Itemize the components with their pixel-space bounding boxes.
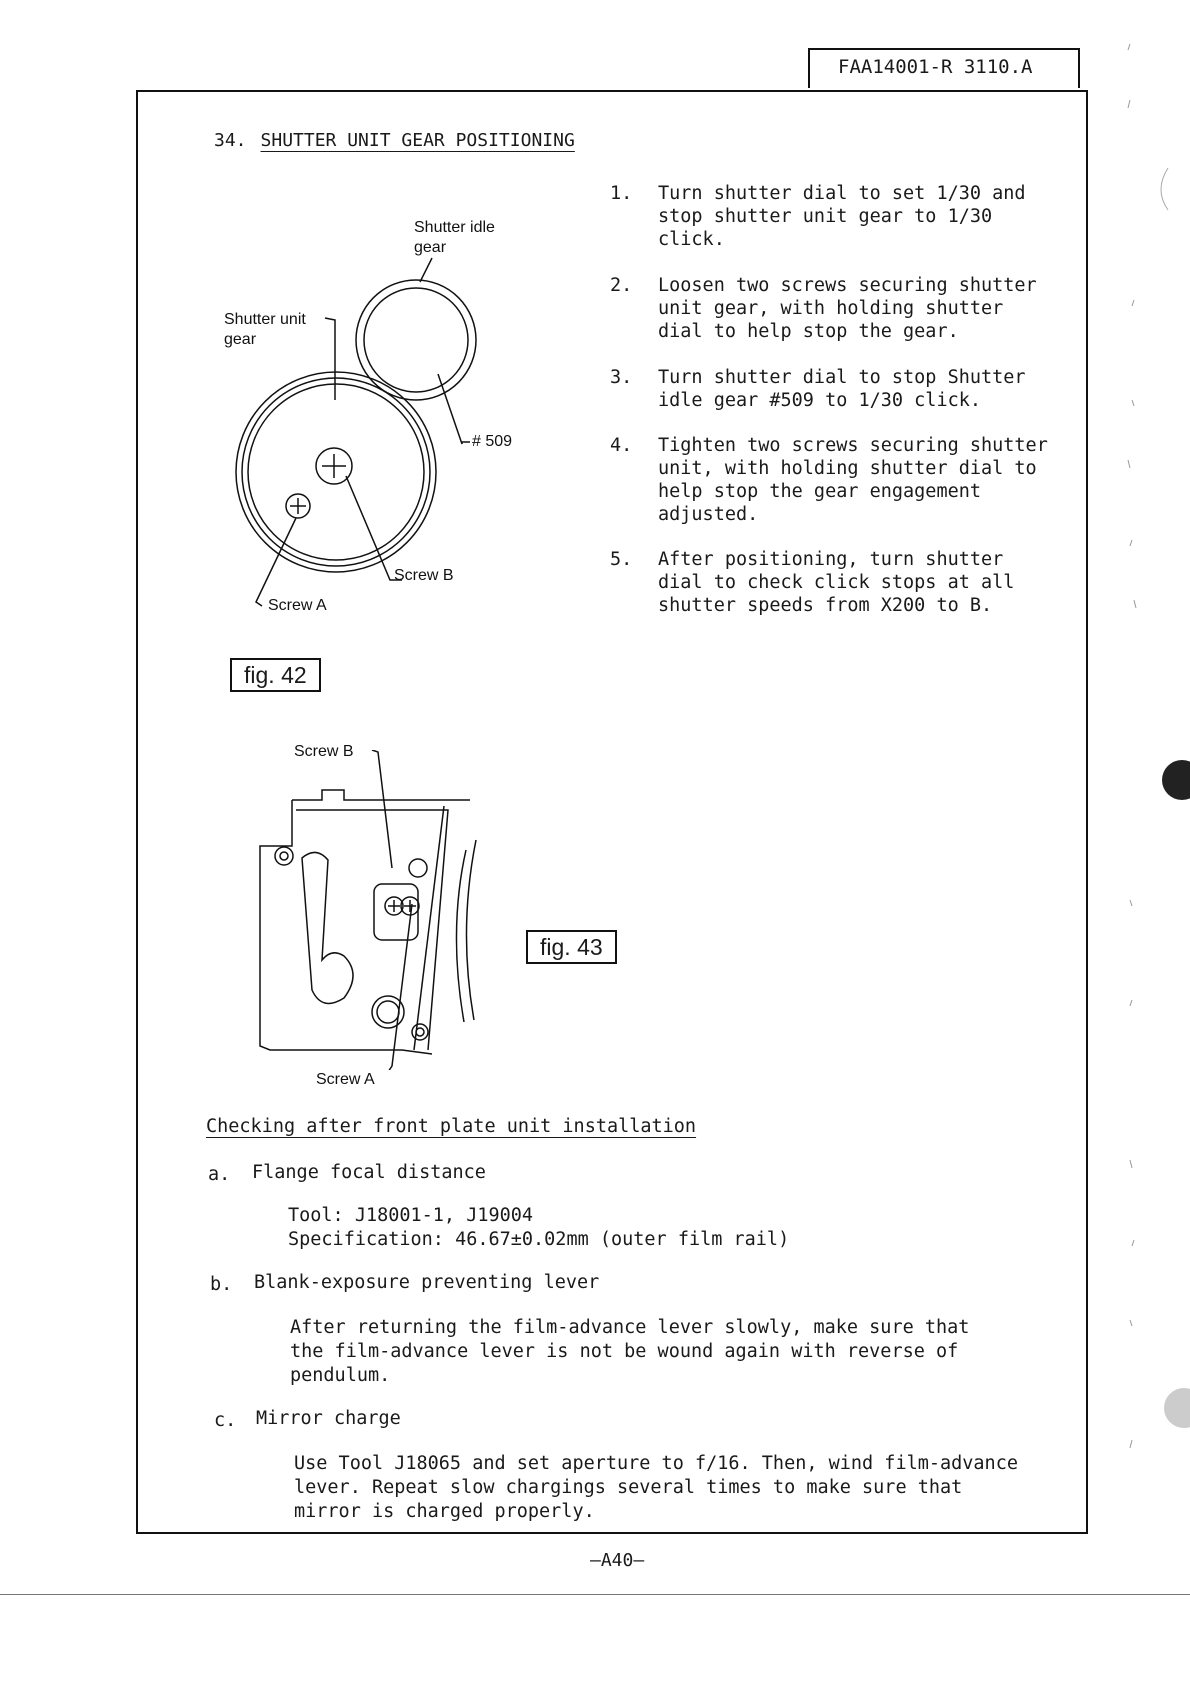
fig43-plate-diagram [252, 750, 482, 1070]
step-number: 3. [610, 367, 633, 388]
item-body-b: After returning the film-advance lever slowly, make sure that the film-advance lever is not be wound again with reverse of pendulum. [290, 1317, 970, 1386]
step-text: Turn shutter dial to stop Shutter idle gear #509 to 1/30 click. [658, 367, 1026, 411]
label-shutter-idle-gear: Shutter idle gear [414, 219, 495, 256]
bottom-rule [0, 1594, 1190, 1595]
step-number: 2. [610, 275, 633, 296]
item-title-b: Blank-exposure preventing lever [254, 1272, 600, 1293]
item-letter-a: a. [208, 1164, 231, 1185]
item-body-a: Tool: J18001-1, J19004 Specification: 46.67±0.02mm (outer film rail) [288, 1205, 790, 1250]
unit-gear-inner [248, 384, 424, 560]
fig43-caption: fig. 43 [526, 930, 617, 964]
section-title: SHUTTER UNIT GEAR POSITIONING [260, 130, 575, 151]
item-body-c: Use Tool J18065 and set aperture to f/16. Then, wind film-advance lever. Repeat slow chargings several times to make sure that mirror is charged properly. [294, 1453, 1018, 1522]
item-title-c: Mirror charge [256, 1408, 401, 1429]
step-text: Loosen two screws securing shutter unit gear, with holding shutter dial to help stop the gear. [658, 275, 1037, 342]
step-text: Tighten two screws securing shutter unit, with holding shutter dial to help stop the gear engagement adjusted. [658, 435, 1048, 525]
step-number: 4. [610, 435, 633, 456]
fig42-caption: fig. 42 [230, 658, 321, 692]
label-fig43-screw-a: Screw A [316, 1071, 375, 1088]
step-text: After positioning, turn shutter dial to check click stops at all shutter speeds from X200 to B. [658, 549, 1015, 616]
label-part-509: # 509 [472, 433, 513, 450]
item-letter-c: c. [214, 1410, 237, 1431]
section-heading [214, 130, 575, 151]
lever-slot [302, 852, 353, 1003]
checking-section-title: Checking after front plate unit installation [206, 1116, 697, 1137]
idle-gear-outer [356, 280, 476, 400]
scan-margin-marks [1120, 40, 1190, 1540]
label-screw-b: Screw B [394, 567, 454, 584]
unit-gear-outer [236, 372, 436, 572]
idle-gear-inner [364, 288, 468, 392]
section-number: 34. [214, 130, 247, 151]
punch-hole-mark [1162, 760, 1190, 800]
fig42-gear-diagram [200, 210, 540, 630]
ring-hole-left [275, 847, 293, 865]
step-number: 1. [610, 183, 633, 204]
unit-gear-mid [242, 378, 430, 566]
step-number: 5. [610, 549, 633, 570]
page-number: —A40— [590, 1550, 645, 1571]
step-text: Turn shutter dial to set 1/30 and stop shutter unit gear to 1/30 click. [658, 183, 1026, 250]
label-screw-a: Screw A [268, 597, 327, 614]
document-id: FAA14001-R 3110.A [838, 56, 1033, 78]
item-letter-b: b. [210, 1274, 233, 1295]
label-shutter-unit-gear: Shutter unit gear [224, 311, 306, 348]
item-title-a: Flange focal distance [252, 1162, 486, 1183]
label-fig43-screw-b: Screw B [294, 743, 354, 760]
